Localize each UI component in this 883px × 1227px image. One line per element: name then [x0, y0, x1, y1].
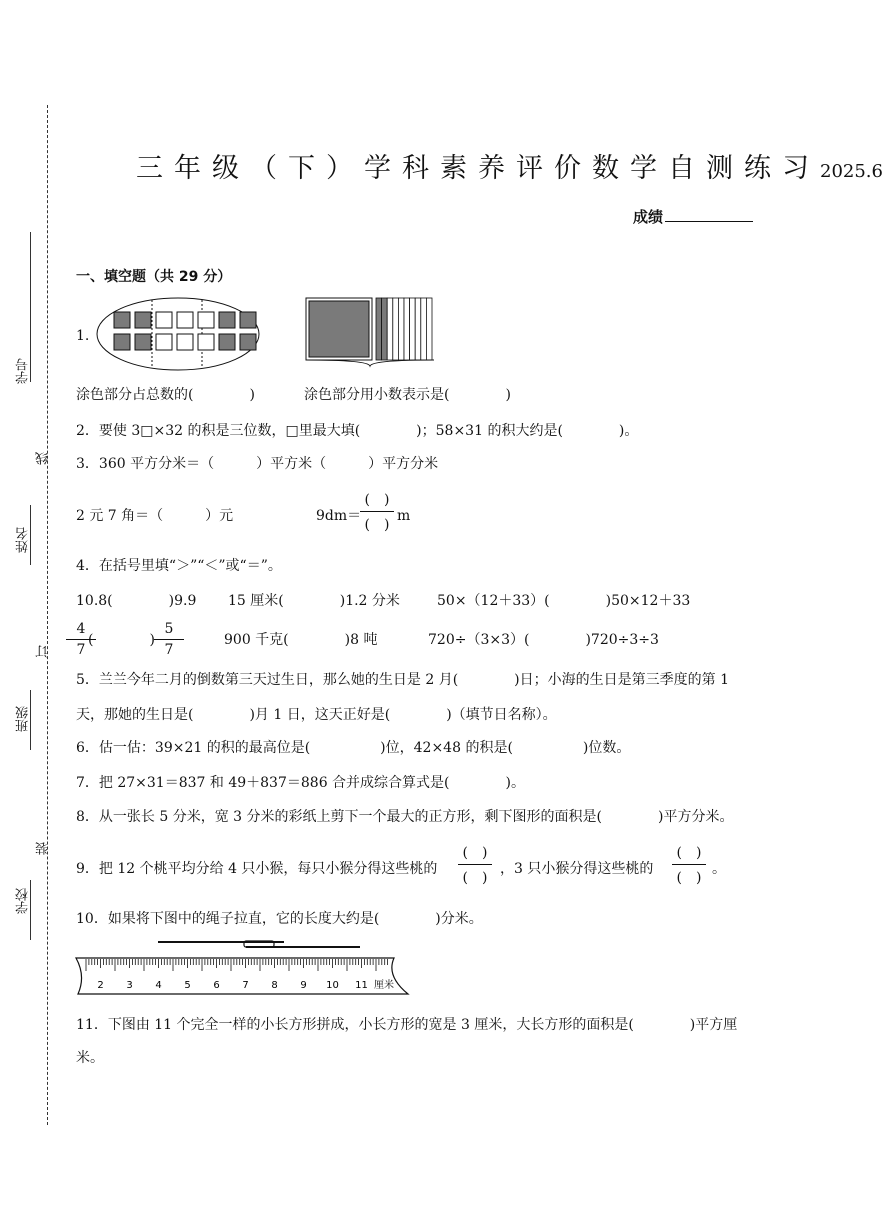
ruler-number: 9	[300, 980, 307, 991]
q1-square	[114, 334, 130, 350]
ruler-number: 8	[271, 980, 278, 991]
page-title: 三年级（下）学科素养评价数学自测练习2025.6	[136, 153, 883, 184]
q1-bar-strip	[410, 298, 416, 360]
score-blank[interactable]	[665, 221, 753, 222]
q3-dm-prefix: 9dm＝	[316, 508, 362, 524]
margin-label-student-id: 学号	[16, 358, 31, 384]
q4-item-5: 900 千克( )8 吨	[224, 632, 378, 648]
q1-square	[219, 312, 235, 328]
q5-line2: 天，那她的生日是( )月 1 日，这天正好是( )（填节日名称）。	[76, 707, 557, 723]
q1-decimal-figure	[306, 298, 438, 364]
q6-text: 6．估一估：39×21 的积的最高位是( )位，42×48 的积是( )位数。	[76, 740, 631, 756]
q1-decimal-prompt: 涂色部分用小数表示是( )	[304, 387, 511, 403]
q4-item-4-blank[interactable]: ( )	[88, 632, 155, 648]
q9-fraction-blank-1[interactable]: ( ) ( )	[458, 842, 492, 887]
section-heading-fill-blank: 一、填空题（共 29 分）	[76, 269, 232, 285]
q1-square	[240, 312, 256, 328]
ruler-number: 3	[126, 980, 133, 991]
q7-text: 7．把 27×31＝837 和 49＋837＝886 合并成综合算式是( )。	[76, 775, 525, 791]
q1-square	[198, 334, 214, 350]
q1-bar-strip	[404, 298, 410, 360]
q1-square	[114, 312, 130, 328]
margin-fill-line-class	[30, 690, 31, 750]
q9-text-b: ，3 只小猴分得这些桃的	[500, 861, 654, 877]
q1-bar-strip	[376, 298, 382, 360]
q3-fraction-blank[interactable]: ( ) ( )	[360, 489, 394, 534]
margin-label-xian: 线	[36, 452, 51, 465]
q4-item-2: 15 厘米( )1.2 分米	[228, 593, 400, 609]
ruler-number: 6	[213, 980, 220, 991]
q1-fraction-prompt: 涂色部分占总数的( )	[76, 387, 255, 403]
q4-item-6: 720÷（3×3）( )720÷3÷3	[428, 632, 659, 648]
ruler-number: 11	[355, 980, 368, 991]
q9-fraction-blank-2[interactable]: ( ) ( )	[672, 842, 706, 887]
q1-bar-strip	[415, 298, 421, 360]
q1-bar-strip	[387, 298, 393, 360]
q1-square	[240, 334, 256, 350]
q1-square	[198, 312, 214, 328]
q1-ellipse-figure	[96, 296, 260, 372]
margin-fill-line-student-id	[30, 232, 31, 382]
q1-square	[177, 334, 193, 350]
q1-square	[177, 312, 193, 328]
q4-fraction-4-7: 4 7	[66, 621, 96, 658]
q1-bar-strip	[398, 298, 404, 360]
ruler-number: 10	[326, 980, 339, 991]
q10-ruler-figure	[74, 936, 414, 998]
q4-fraction-5-7: 5 7	[154, 621, 184, 658]
q3-line1: 3．360 平方分米＝（ ）平方米（ ）平方分米	[76, 456, 439, 472]
margin-fill-line-school	[30, 880, 31, 940]
q9-text-a: 9．把 12 个桃平均分给 4 只小猴，每只小猴分得这些桃的	[76, 861, 438, 877]
q4-item-1: 10.8( )9.9	[76, 593, 197, 609]
q9-text-c: 。	[712, 861, 726, 877]
margin-label-name: 姓名	[16, 527, 31, 553]
ruler-number: 4	[155, 980, 162, 991]
q1-square	[135, 312, 151, 328]
q1-square	[135, 334, 151, 350]
q1-bar-strip	[426, 298, 432, 360]
margin-fill-line-name	[30, 505, 31, 565]
margin-label-zhuang: 装	[36, 842, 51, 855]
q1-square	[156, 312, 172, 328]
q5-line1: 5．兰兰今年二月的倒数第三天过生日，那么她的生日是 2 月( )日；小海的生日是第三季度的第 1	[76, 672, 729, 688]
ruler-number: 2	[97, 980, 104, 991]
q4-item-3: 50×（12＋33）( )50×12＋33	[437, 593, 691, 609]
q1-bar-strip	[421, 298, 427, 360]
exam-date: 2025.6	[820, 161, 883, 182]
q2-text: 2．要使 3□×32 的积是三位数，□里最大填( )；58×31 的积大约是( )。	[76, 423, 639, 439]
q3-yuan-conversion: 2 元 7 角＝（ ）元	[76, 508, 234, 524]
q1-bar-strip	[382, 298, 388, 360]
q3-unit-m: m	[397, 508, 411, 524]
q11-line1: 11．下图由 11 个完全一样的小长方形拼成，小长方形的宽是 3 厘米，大长方形的面积是( )平方厘	[76, 1017, 738, 1033]
margin-label-ding: 订	[36, 645, 51, 658]
binding-dashed-line	[47, 105, 48, 1125]
q1-square	[219, 334, 235, 350]
ruler-number: 5	[184, 980, 191, 991]
q8-text: 8．从一张长 5 分米，宽 3 分米的彩纸上剪下一个最大的正方形，剩下图形的面积是( )平方分米。	[76, 809, 734, 825]
margin-label-class: 班级	[16, 706, 31, 732]
ruler-number: 7	[242, 980, 249, 991]
q1-bar-strip	[393, 298, 399, 360]
q10-text: 10．如果将下图中的绳子拉直，它的长度大约是( )分米。	[76, 911, 483, 927]
ruler-unit: 厘米	[374, 980, 394, 991]
q4-intro: 4．在括号里填“＞”“＜”或“＝”。	[76, 558, 282, 574]
q1-number: 1.	[76, 328, 90, 344]
q11-line2: 米。	[76, 1050, 104, 1066]
margin-label-school: 学校	[16, 888, 31, 914]
score-label: 成绩	[633, 208, 753, 226]
q1-square	[156, 334, 172, 350]
